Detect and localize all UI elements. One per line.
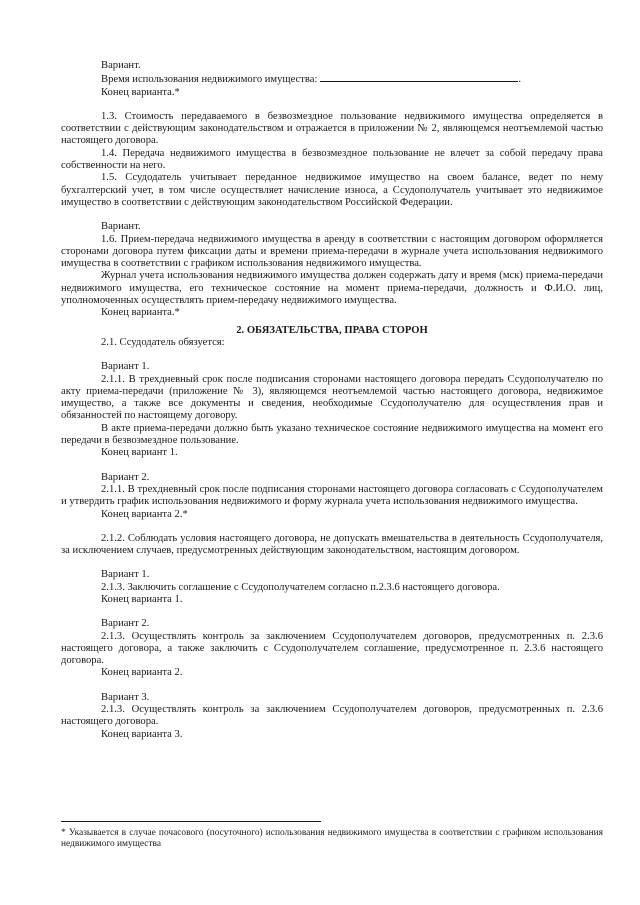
variant-end-label: Конец варианта.* xyxy=(101,307,180,319)
variant-label: Вариант 2. xyxy=(101,618,150,630)
clause-2-1-3: 2.1.3. Осуществлять контроль за заключением Ссудополучателем договоров, предусмотренных п. 2.3.6 настоящего договора, а также заключить с Ссудополучателем соглашение, предусмотренное п. 2.3.6 настоящего договора. xyxy=(61,630,603,667)
clause-2-1-2: 2.1.2. Соблюдать условия настоящего договора, не допускать вмешательства в деятельность Ссудополучателя, за исключением случаев, предусмотренных действующим законодательством, настоящим договором. xyxy=(61,532,603,557)
clause-1-6: 1.6. Прием-передача недвижимого имущества в аренду в соответствии с настоящим договором оформляется сторонами договора путем фиксации даты и времени приема-передачи в журнале учета использования недвижимого имущества в соответствии с графиком использования недвижимого имущества. xyxy=(61,233,603,270)
variant-end-label: Конец вариант 1. xyxy=(101,447,178,459)
variant-end-label: Конец варианта 2.* xyxy=(101,508,188,520)
section-heading: 2. ОБЯЗАТЕЛЬСТВА, ПРАВА СТОРОН xyxy=(236,324,428,336)
variant-end-label: Конец варианта 1. xyxy=(101,593,183,605)
variant-label: Вариант. xyxy=(101,60,141,71)
variant-end-label: Конец варианта 2. xyxy=(101,667,183,679)
variant-label: Вариант. xyxy=(101,221,141,233)
footnote-area xyxy=(61,821,603,850)
variant-label: Вариант 2. xyxy=(101,471,150,483)
variant-label: Вариант 3. xyxy=(101,691,150,703)
clause-2-1-3: 2.1.3. Заключить соглашение с Ссудополучателем согласно п.2.3.6 настоящего договора. xyxy=(101,581,500,593)
clause-1-5: 1.5. Ссудодатель учитывает переданное недвижимое имущество на своем балансе, ведет по нему бухгалтерский учет, в том числе осуществляет начисление износа, а Ссудополучатель учитывает это недвижимое имущество в соответствии с действующим законодательством Российской Федерации. xyxy=(61,172,603,208)
clause-1-4: 1.4. Передача недвижимого имущества в безвозмездное пользование не влечет за собой передачу права собственности на него. xyxy=(61,147,603,172)
clause-2-1: 2.1. Ссудодатель обязуется: xyxy=(101,336,225,348)
variant-end-label: Конец варианта 3. xyxy=(101,728,183,740)
clause-2-1-1: 2.1.1. В трехдневный срок после подписания сторонами настоящего договора согласовать с Ссудополучателем и утвердить график использования недвижимого и форму журнала учета использования недвижимого имущества. xyxy=(61,483,603,508)
footnote-text: * Указывается в случае почасового (посуточного) использования недвижимого имущества в соответствии с графиком использования недвижимого имущества xyxy=(61,828,603,849)
usage-time-line xyxy=(61,72,603,86)
variant-label: Вариант 1. xyxy=(101,361,150,373)
usage-time-blank xyxy=(320,72,518,82)
clause-2-1-1: 2.1.1. В трехдневный срок после подписания сторонами настоящего договора передать Ссудополучателю по акту приема-передачи (приложение № 3), являющемся неотъемлемой частью настоящего договора, недвижимое имущество, а также все документы и сведения, необходимые Ссудополучателю для осуществления прав и обязанностей по настоящему договору. xyxy=(61,373,603,422)
clause-2-1-3: 2.1.3. Осуществлять контроль за заключением Ссудополучателем договоров, предусмотренных п. 2.3.6 настоящего договора. xyxy=(61,704,603,728)
act-paragraph: В акте приема-передачи должно быть указано техническое состояние недвижимого имущества на момент его передачи в безвозмездное пользование. xyxy=(61,422,603,447)
usage-time-label: Время использования недвижимого имущества: xyxy=(101,74,318,86)
clause-1-3: 1.3. Стоимость передаваемого в безвозмездное пользование недвижимого имущества определяется в соответствии с действующим законодательством и отражается в приложении № 2, являющемся неотъемлемой частью настоящего договора. xyxy=(61,110,603,147)
variant-end-label: Конец варианта.* xyxy=(101,86,180,98)
footnote-divider xyxy=(61,821,321,822)
document-page xyxy=(61,60,603,741)
journal-paragraph: Журнал учета использования недвижимого имущества должен содержать дату и время (мск) приема-передачи недвижимого имущества, его техническое состояние на момент приема-передачи, должность и Ф.И.О. лиц, уполномоченных осуществлять прием-передачу недвижимого имущества. xyxy=(61,270,603,307)
variant-label: Вариант 1. xyxy=(101,569,150,581)
usage-time-end: . xyxy=(518,74,522,86)
